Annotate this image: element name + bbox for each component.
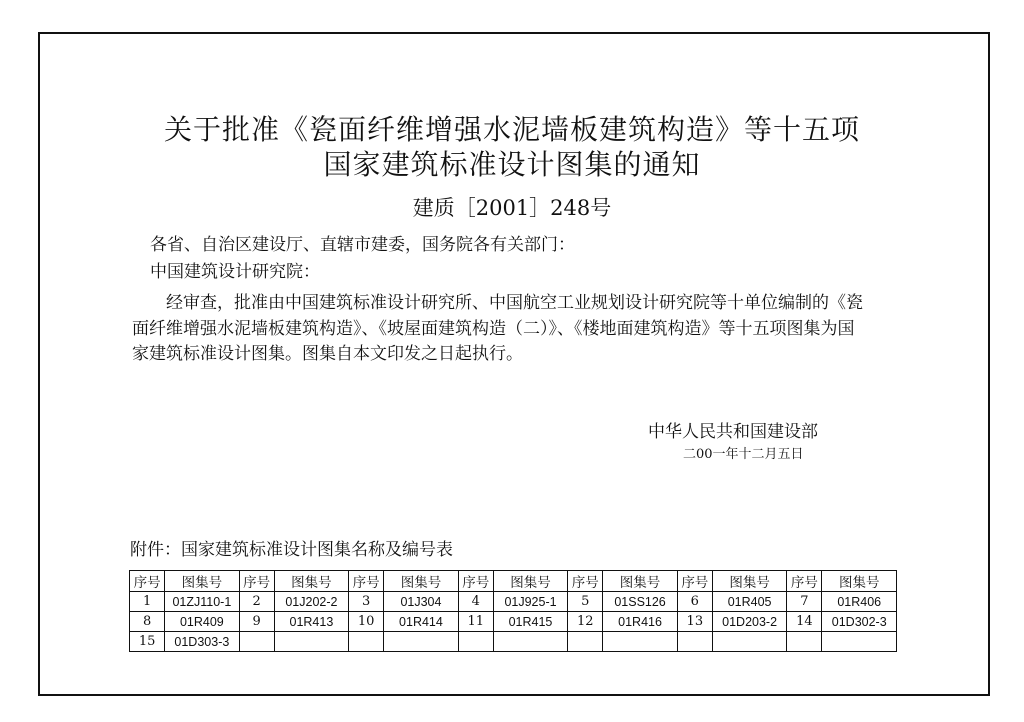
cell-number: 13 — [677, 612, 712, 632]
cell-atlas-code: 01R413 — [274, 612, 348, 632]
column-header-number: 序号 — [458, 571, 493, 592]
column-header-number: 序号 — [130, 571, 165, 592]
cell-number: 6 — [677, 592, 712, 612]
column-header-atlas-code: 图集号 — [822, 571, 897, 592]
cell-atlas-code — [274, 632, 348, 652]
cell-atlas-code — [712, 632, 786, 652]
column-header-number: 序号 — [239, 571, 274, 592]
cell-number: 1 — [130, 592, 165, 612]
cell-number — [568, 632, 603, 652]
issuing-organization: 中华人民共和国建设部 — [648, 422, 818, 442]
cell-number: 3 — [349, 592, 384, 612]
cell-atlas-code: 01R406 — [822, 592, 897, 612]
cell-atlas-code: 01SS126 — [603, 592, 677, 612]
cell-number: 8 — [130, 612, 165, 632]
cell-number — [677, 632, 712, 652]
column-header-number: 序号 — [787, 571, 822, 592]
cell-number — [239, 632, 274, 652]
cell-atlas-code: 01R416 — [603, 612, 677, 632]
cell-number: 10 — [349, 612, 384, 632]
cell-atlas-code: 01R414 — [384, 612, 458, 632]
cell-atlas-code: 01J202-2 — [274, 592, 348, 612]
notice-title-line2: 国家建筑标准设计图集的通知 — [323, 148, 701, 181]
column-header-atlas-code: 图集号 — [712, 571, 786, 592]
document-number: 建质［2001］248号 — [412, 196, 612, 220]
cell-atlas-code: 01R409 — [165, 612, 239, 632]
column-header-atlas-code: 图集号 — [384, 571, 458, 592]
cell-number: 11 — [458, 612, 493, 632]
column-header-atlas-code: 图集号 — [274, 571, 348, 592]
column-header-number: 序号 — [349, 571, 384, 592]
attachment-title: 附件：国家建筑标准设计图集名称及编号表 — [130, 540, 453, 560]
cell-number: 7 — [787, 592, 822, 612]
cell-number — [787, 632, 822, 652]
issue-date: 二00一年十二月五日 — [683, 447, 804, 462]
table-row — [130, 592, 897, 612]
cell-atlas-code — [384, 632, 458, 652]
table-row — [130, 632, 897, 652]
cell-number: 15 — [130, 632, 165, 652]
column-header-atlas-code: 图集号 — [165, 571, 239, 592]
table-row — [130, 612, 897, 632]
cell-atlas-code: 01J304 — [384, 592, 458, 612]
atlas-catalog-table — [129, 570, 897, 652]
cell-number: 12 — [568, 612, 603, 632]
column-header-number: 序号 — [568, 571, 603, 592]
column-header-number: 序号 — [677, 571, 712, 592]
cell-number — [458, 632, 493, 652]
addressee-line2: 中国建筑设计研究院： — [150, 262, 320, 282]
cell-atlas-code: 01D203-2 — [712, 612, 786, 632]
cell-number — [349, 632, 384, 652]
table-header-row — [130, 571, 897, 592]
column-header-atlas-code: 图集号 — [493, 571, 567, 592]
cell-number: 2 — [239, 592, 274, 612]
cell-number: 5 — [568, 592, 603, 612]
cell-atlas-code — [493, 632, 567, 652]
cell-atlas-code: 01R405 — [712, 592, 786, 612]
cell-number: 4 — [458, 592, 493, 612]
cell-number: 9 — [239, 612, 274, 632]
notice-body: 经审查，批准由中国建筑标准设计研究所、中国航空工业规划设计研究院等十单位编制的《瓷面纤维增强水泥墙板建筑构造》、《坡屋面建筑构造（二）》、《楼地面建筑构造》等十五项图集为国家建筑标准设计图集。图集自本文印发之日起执行。 — [132, 293, 863, 364]
addressee-line1: 各省、自治区建设厅、直辖市建委，国务院各有关部门： — [150, 235, 575, 255]
column-header-atlas-code: 图集号 — [603, 571, 677, 592]
cell-atlas-code: 01R415 — [493, 612, 567, 632]
cell-atlas-code — [822, 632, 897, 652]
cell-atlas-code — [603, 632, 677, 652]
cell-number: 14 — [787, 612, 822, 632]
notice-title-line1: 关于批准《瓷面纤维增强水泥墙板建筑构造》等十五项 — [163, 113, 860, 146]
cell-atlas-code: 01D302-3 — [822, 612, 897, 632]
cell-atlas-code: 01J925-1 — [493, 592, 567, 612]
cell-atlas-code: 01D303-3 — [165, 632, 239, 652]
cell-atlas-code: 01ZJ110-1 — [165, 592, 239, 612]
